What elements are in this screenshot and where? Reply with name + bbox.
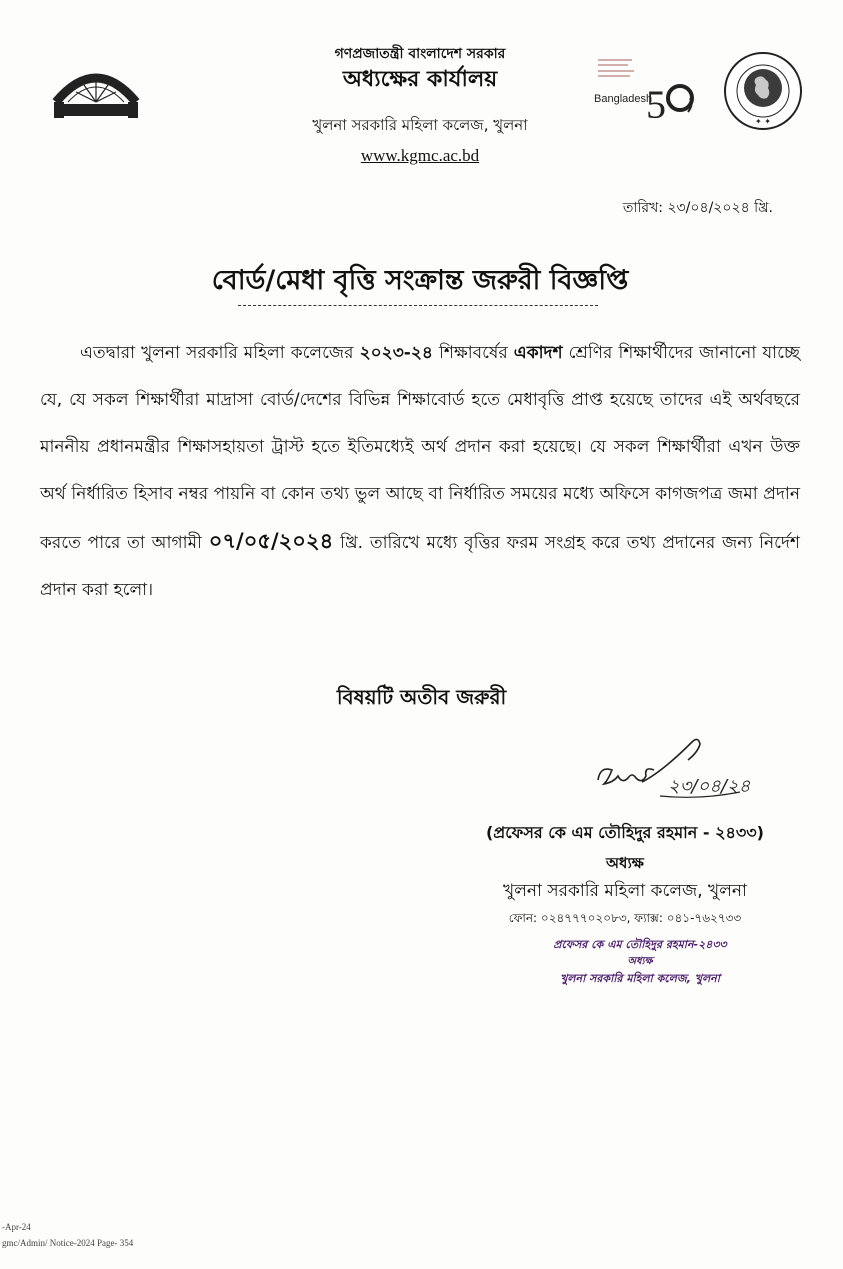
svg-text:Bangladesh: Bangladesh xyxy=(594,93,653,105)
body-text-1: এতদ্বারা খুলনা সরকারি মহিলা কলেজের xyxy=(80,343,360,363)
urgent-note: বিষয়টি অতীব জরুরী xyxy=(336,685,507,709)
stamp-role: অধ্যক্ষ xyxy=(627,956,653,967)
college-emblem-logo xyxy=(50,62,142,122)
title-underline xyxy=(238,305,598,306)
institution-heading: খুলনা সরকারি মহিলা কলেজ, খুলনা xyxy=(312,116,528,134)
principal-role: অধ্যক্ষ xyxy=(606,854,644,872)
notice-paragraph xyxy=(40,330,800,614)
stamp-institution: খুলনা সরকারি মহিলা কলেজ, খুলনা xyxy=(560,972,720,985)
contact-phone: ফোন: ০২৪৭৭৭০২০৮৩, ফ্যাক্স: ০৪১-৭৬২৭৩৩ xyxy=(508,911,742,925)
svg-text:✦ ✦: ✦ ✦ xyxy=(755,117,771,126)
signature-date: ২৩/০৪/২৪ xyxy=(668,776,751,797)
stamp-name: প্রফেসর কে এম তৌহিদুর রহমান-২৪৩৩ xyxy=(553,938,727,951)
session-text: ২০২৩-২৪ xyxy=(359,343,433,363)
notice-body xyxy=(40,330,800,614)
class-text: একাদশ xyxy=(513,343,563,363)
notice-title: বোর্ড/মেধা বৃত্তি সংক্রান্ত জরুরী বিজ্ঞপ্তি xyxy=(211,265,629,296)
svg-text:5: 5 xyxy=(646,82,666,122)
principal-signature xyxy=(590,730,790,820)
body-text-2: শিক্ষাবর্ষের xyxy=(432,343,514,363)
footer-reference: gmc/Admin/ Notice-2024 Page- 354 xyxy=(2,1238,134,1248)
deadline-date: ০৭/০৫/২০২৪ xyxy=(208,529,334,553)
principal-name: (প্রফেসর কে এম তৌহিদুর রহমান - ২৪৩৩) xyxy=(485,823,764,842)
government-heading: গণপ্রজাতন্ত্রী বাংলাদেশ সরকার xyxy=(334,46,506,62)
footer-date: -Apr-24 xyxy=(2,1222,31,1232)
government-seal-logo xyxy=(722,50,804,132)
office-heading: অধ্যক্ষের কার্যালয় xyxy=(342,67,498,92)
website-link[interactable]: www.kgmc.ac.bd xyxy=(360,146,480,165)
bangladesh-50-logo xyxy=(592,52,704,122)
principal-institution: খুলনা সরকারি মহিলা কলেজ, খুলনা xyxy=(503,881,747,901)
body-text-3: শ্রেণির শিক্ষার্থীদের জানানো যাচ্ছে যে, যে সকল শিক্ষার্থীরা মাদ্রাসা বোর্ড/দেশের বিভিন্ন শিক্ষাবোর্ড হতে মেধাবৃত্তি প্রাপ্ত হয়েছে তাদের এই অর্থবছরে মাননীয় প্রধানমন্ত্রীর শিক্ষাসহায়তা ট্রাস্ট হতে ইতিমধ্যেই অর্থ প্রদান করা হয়েছে। যে সকল শিক্ষার্থীরা এখন উক্ত অর্থ নির্ধারিত হিসাব নম্বর পায়নি বা কোন তথ্য ভুল আছে বা নির্ধারিত সময়ের মধ্যে অফিসে কাগজপত্র জমা প্রদান করতে পারে তা আগামী xyxy=(40,343,800,553)
notice-date: তারিখ: ২৩/০৪/২০২৪ খ্রি. xyxy=(622,200,773,216)
body-text-4: খ্রি. তারিখে মধ্যে বৃত্তির ফরম সংগ্রহ করে তথ্য প্রদানের জন্য নির্দেশ প্রদান করা হলো। xyxy=(40,533,800,600)
